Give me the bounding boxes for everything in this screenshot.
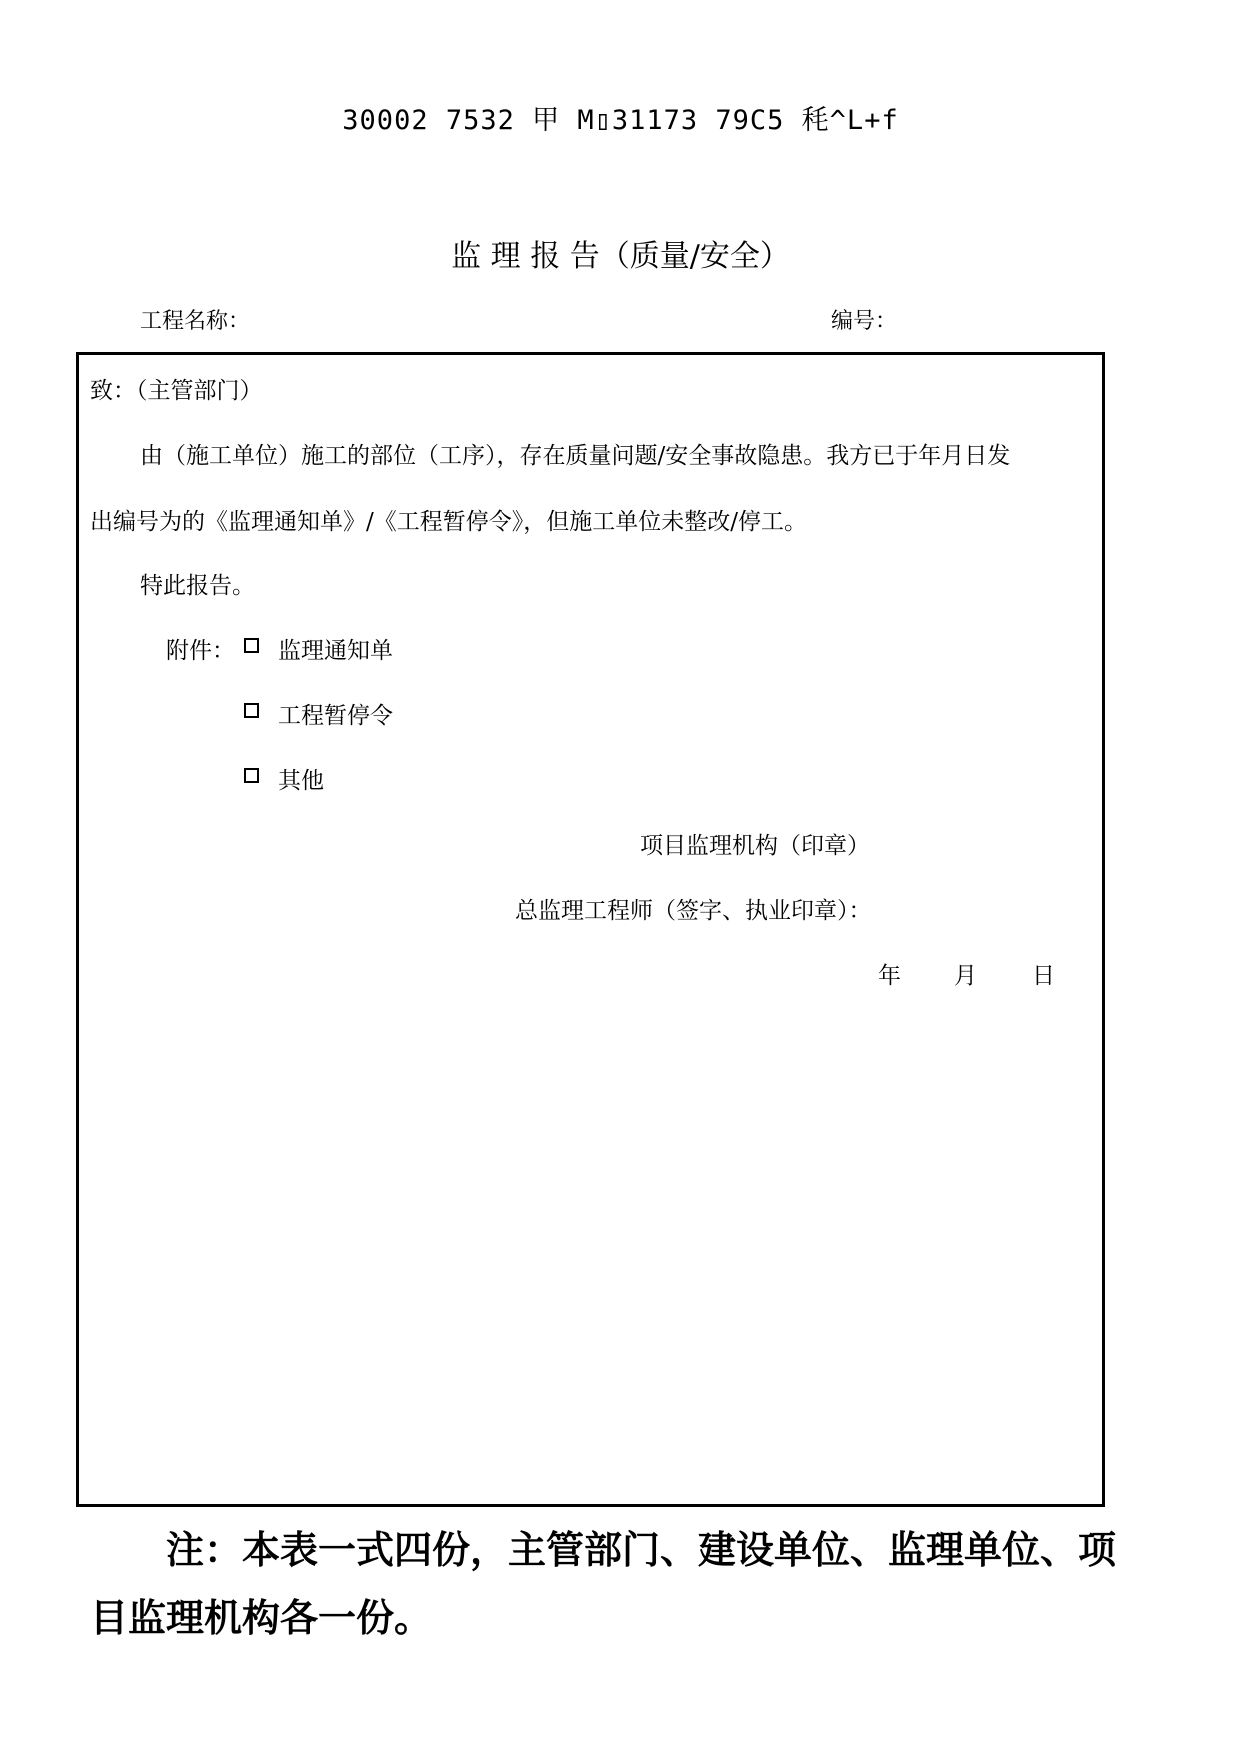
number-label: 编号： [831, 309, 898, 334]
signature-engineer: 总监理工程师（签字、执业印章）： [515, 898, 872, 924]
attachment-other-label: 其他 [278, 768, 324, 794]
checkbox-suspension-order[interactable] [244, 703, 259, 718]
attachment-notice-label: 监理通知单 [278, 638, 393, 664]
attachment-suspension-order-label: 工程暂停令 [278, 703, 393, 729]
date-month-label: 月 [954, 963, 977, 989]
recipient-line: 致：（主管部门） [90, 378, 263, 404]
date-day-label: 日 [1032, 963, 1055, 989]
document-title: 监 理 报 告（质量/安全） [451, 239, 790, 274]
attachments-label: 附件： [166, 638, 235, 664]
project-name-label: 工程名称： [140, 309, 251, 334]
report-paragraph-line-1: 由（施工单位）施工的部位（工序），存在质量问题/安全事故隐患。我方已于年月日发 [140, 443, 1011, 469]
footnote-line-1: 注：本表一式四份，主管部门、建设单位、监理单位、项 [166, 1527, 1117, 1572]
date-year-label: 年 [878, 963, 901, 989]
signature-organization: 项目监理机构（印章） [640, 833, 870, 859]
checkbox-other[interactable] [244, 768, 259, 783]
report-paragraph-line-2: 出编号为的《监理通知单》/《工程暂停令》，但施工单位未整改/停工。 [90, 509, 807, 535]
header-code: 30002 7532 甲 M▯31173 79C5 秏^L+f [342, 105, 899, 136]
footnote-line-2: 目监理机构各一份。 [90, 1595, 433, 1640]
closing-line: 特此报告。 [140, 573, 255, 599]
checkbox-notice[interactable] [244, 638, 259, 653]
